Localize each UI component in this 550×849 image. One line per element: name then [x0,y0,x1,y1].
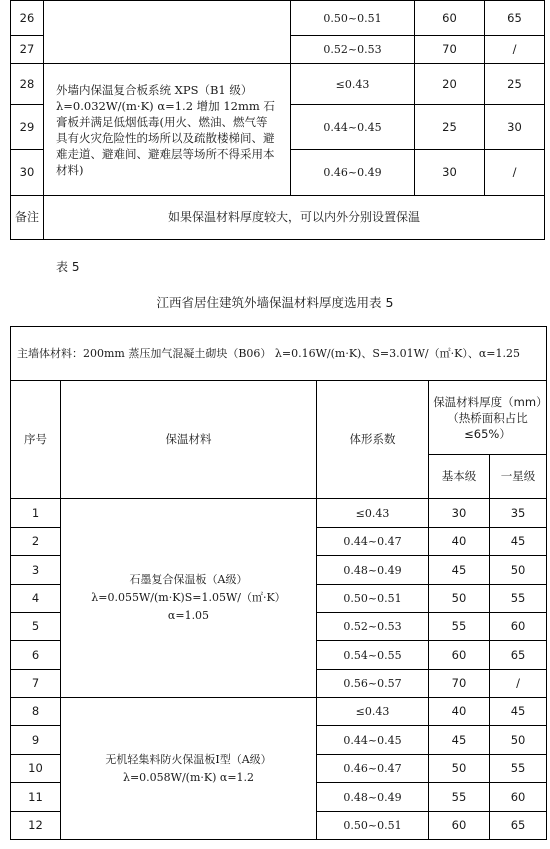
header-row [11,381,547,455]
basic-thickness: 45 [429,726,490,755]
shape-coefficient: 0.54~0.55 [317,641,429,670]
one-star-thickness: 60 [490,613,547,641]
material-cell [44,1,291,64]
basic-thickness: 40 [429,698,490,726]
column-header-one-star: 一星级 [490,455,547,499]
one-star-thickness: / [485,150,545,196]
shape-coefficient: 0.52~0.53 [317,613,429,641]
column-header-thickness: 保温材料厚度（mm）（热桥面积占比≤65%） [429,381,547,455]
row-number: 10 [11,755,61,783]
shape-coefficient: ≤0.43 [291,64,415,105]
basic-thickness: 50 [429,585,490,613]
one-star-thickness: 25 [485,64,545,105]
table-row [11,64,545,105]
wall-material-header: 主墙体材料：200mm 蒸压加气混凝土砌块（B06） λ=0.16W/(m·K)、S=3.01W/（㎡·K）、α=1.25 [11,327,547,381]
shape-coefficient: 0.48~0.49 [317,556,429,585]
shape-coefficient: 0.46~0.49 [291,150,415,196]
basic-thickness: 25 [415,105,485,150]
row-number: 30 [11,150,44,196]
row-number: 28 [11,64,44,105]
basic-thickness: 55 [429,613,490,641]
table-row [11,499,547,528]
shape-coefficient: 0.48~0.49 [317,783,429,812]
table-label: 表 5 [56,260,80,274]
one-star-thickness: / [485,36,545,64]
one-star-thickness: 30 [485,105,545,150]
basic-thickness: 30 [429,499,490,528]
basic-thickness: 20 [415,64,485,105]
row-number: 27 [11,36,44,64]
row-number: 8 [11,698,61,726]
basic-thickness: 70 [429,670,490,698]
row-number: 9 [11,726,61,755]
one-star-thickness: 50 [490,726,547,755]
row-number: 3 [11,556,61,585]
basic-thickness: 70 [415,36,485,64]
shape-coefficient: 0.50~0.51 [317,585,429,613]
basic-thickness: 50 [429,755,490,783]
row-number: 2 [11,528,61,556]
basic-thickness: 60 [415,1,485,36]
column-header-basic: 基本级 [429,455,490,499]
row-number: 26 [11,1,44,36]
one-star-thickness: 55 [490,755,547,783]
one-star-thickness: / [490,670,547,698]
column-header-number: 序号 [11,381,61,499]
table-row [11,1,545,36]
shape-coefficient: ≤0.43 [317,698,429,726]
material-inorganic: 无机轻集料防火保温板Ⅰ型（A级）λ=0.058W/(m·K) α=1.2 [61,698,317,840]
material-graphite: 石墨复合保温板（A级）λ=0.055W/(m·K)S=1.05W/（㎡·K） α=1.05 [61,499,317,698]
row-number: 1 [11,499,61,528]
basic-thickness: 40 [429,528,490,556]
notes-row [11,196,545,240]
shape-coefficient: ≤0.43 [317,499,429,528]
column-header-shape-coefficient: 体形系数 [317,381,429,499]
row-number: 5 [11,613,61,641]
material-xps: 外墙内保温复合板系统 XPS（B1 级）λ=0.032W/(m·K) α=1.2 增加 12mm 石膏板并满足低烟低毒(用火、燃油、燃气等具有火灾危险性的场所以及疏散楼梯间、避难走道、避难间、避难层等场所不得采用本材料) [44,64,291,196]
row-number: 11 [11,783,61,812]
basic-thickness: 55 [429,783,490,812]
shape-coefficient: 0.44~0.47 [317,528,429,556]
shape-coefficient: 0.52~0.53 [291,36,415,64]
shape-coefficient: 0.44~0.45 [317,726,429,755]
one-star-thickness: 55 [490,585,547,613]
notes-text: 如果保温材料厚度较大，可以内外分别设置保温 [44,196,545,240]
shape-coefficient: 0.44~0.45 [291,105,415,150]
shape-coefficient: 0.46~0.47 [317,755,429,783]
wall-material-row [11,327,547,381]
one-star-thickness: 45 [490,528,547,556]
one-star-thickness: 45 [490,698,547,726]
one-star-thickness: 65 [490,812,547,840]
one-star-thickness: 35 [490,499,547,528]
table-title: 江西省居住建筑外墙保温材料厚度选用表 5 [156,295,394,310]
one-star-thickness: 65 [490,641,547,670]
main-table [10,326,547,840]
basic-thickness: 45 [429,556,490,585]
one-star-thickness: 65 [485,1,545,36]
top-table [10,0,545,240]
shape-coefficient: 0.50~0.51 [317,812,429,840]
basic-thickness: 30 [415,150,485,196]
basic-thickness: 60 [429,812,490,840]
row-number: 29 [11,105,44,150]
notes-label: 备注 [11,196,44,240]
row-number: 6 [11,641,61,670]
one-star-thickness: 50 [490,556,547,585]
one-star-thickness: 60 [490,783,547,812]
shape-coefficient: 0.50~0.51 [291,1,415,36]
column-header-material: 保温材料 [61,381,317,499]
shape-coefficient: 0.56~0.57 [317,670,429,698]
row-number: 4 [11,585,61,613]
basic-thickness: 60 [429,641,490,670]
row-number: 12 [11,812,61,840]
row-number: 7 [11,670,61,698]
table-row [11,698,547,726]
